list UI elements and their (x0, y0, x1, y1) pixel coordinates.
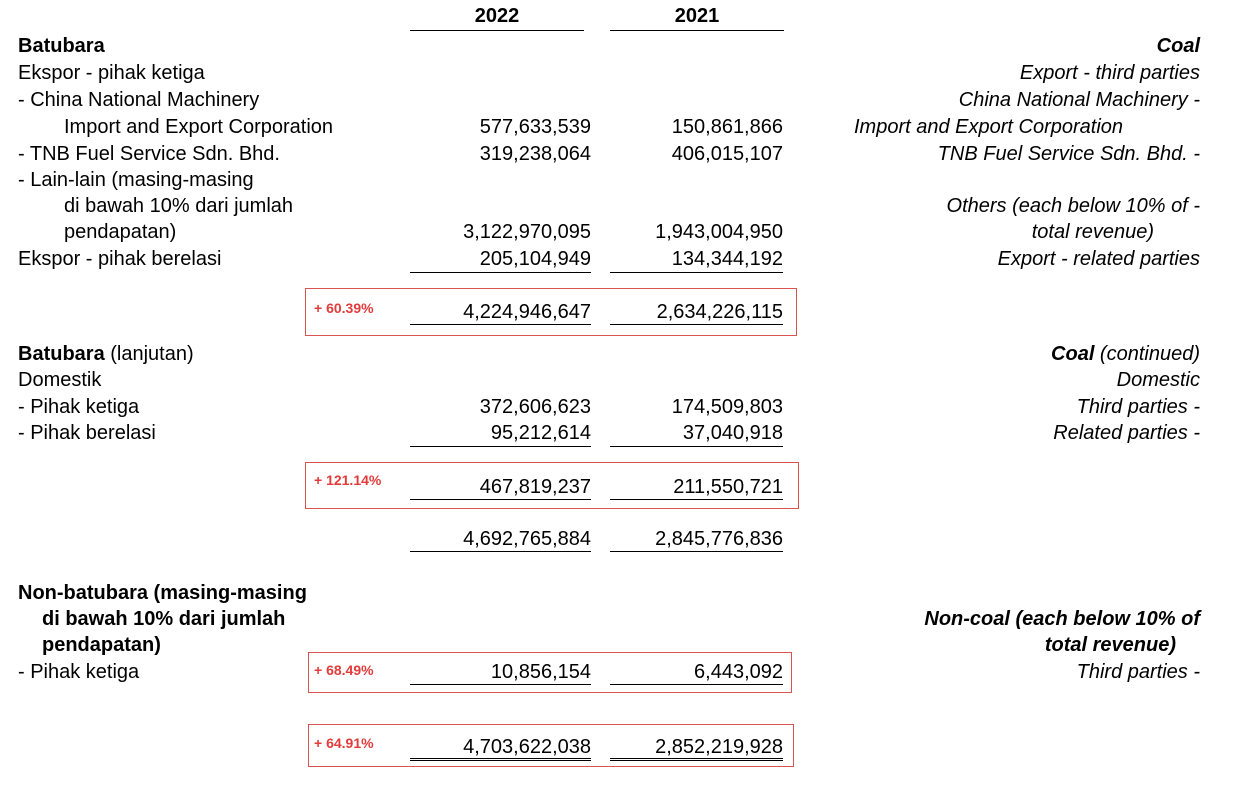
china-label-id-line2: Import and Export Corporation (64, 116, 334, 138)
non-coal-title-en-line1: Non-coal (each below 10% of (924, 608, 1200, 630)
coal-continued-title-en (1051, 342, 1200, 366)
export-subtotal-underline-2022 (410, 324, 591, 325)
export-related-value-2021: 134,344,192 (671, 248, 783, 270)
china-label-en-line2: Import and Export Corporation (854, 116, 1124, 138)
others-label-en-line2: total revenue) (1031, 221, 1154, 243)
coal-title-en: Coal (1156, 35, 1200, 57)
export-subtotal-2021: 2,634,226,115 (656, 301, 783, 323)
others-label-id-line2: di bawah 10% dari jumlah (64, 195, 294, 217)
others-label-id-line1: - Lain-lain (masing-masing (18, 169, 254, 191)
export-related-underline-2022 (410, 272, 591, 273)
tnb-label-en: TNB Fuel Service Sdn. Bhd. - (937, 143, 1200, 165)
domestic-third-label-en: Third parties - (1076, 396, 1200, 418)
non-coal-third-value-2021: 6,443,092 (694, 661, 783, 683)
domestic-related-label-id: - Pihak berelasi (18, 422, 156, 444)
domestic-subtotal-2022: 467,819,237 (479, 476, 591, 498)
grand-total-2021: 2,852,219,928 (655, 736, 783, 758)
export-growth-percent: + 60.39% (314, 300, 374, 316)
grand-total-growth-percent: + 64.91% (314, 735, 374, 751)
grand-total-double-underline-2022 (410, 758, 591, 761)
domestic-label-en: Domestic (1116, 369, 1200, 391)
domestic-third-label-id: - Pihak ketiga (18, 396, 140, 418)
domestic-third-value-2022: 372,606,623 (479, 396, 591, 418)
domestic-subtotal-underline-2021 (610, 499, 783, 500)
china-label-en-line1: China National Machinery - (958, 89, 1200, 111)
export-third-label-id: Ekspor - pihak ketiga (18, 62, 205, 84)
coal-total-2022: 4,692,765,884 (463, 528, 591, 550)
grand-total-double-underline-2021 (610, 758, 783, 761)
domestic-related-label-en: Related parties - (1053, 422, 1200, 444)
header-year-2021: 2021 (674, 5, 720, 27)
non-coal-title-id-line2: di bawah 10% dari jumlah (42, 608, 286, 630)
coal-continued-title-en-rest: (continued) (1094, 343, 1200, 365)
export-related-value-2022: 205,104,949 (479, 248, 591, 270)
domestic-related-underline-2021 (610, 446, 783, 447)
header-underline-2022 (410, 30, 584, 31)
export-related-label-en: Export - related parties (997, 248, 1200, 270)
domestic-third-value-2021: 174,509,803 (671, 396, 783, 418)
non-coal-growth-percent: + 68.49% (314, 662, 374, 678)
export-third-label-en: Export - third parties (1019, 62, 1200, 84)
non-coal-third-value-2022: 10,856,154 (490, 661, 591, 683)
non-coal-title-id-line1: Non-batubara (masing-masing (18, 582, 307, 604)
export-related-underline-2021 (610, 272, 783, 273)
tnb-value-2022: 319,238,064 (479, 143, 591, 165)
tnb-label-id: - TNB Fuel Service Sdn. Bhd. (18, 143, 280, 165)
export-subtotal-underline-2021 (610, 324, 783, 325)
coal-total-underline-2021 (610, 551, 783, 552)
coal-continued-title-id (18, 342, 194, 366)
coal-total-2021: 2,845,776,836 (655, 528, 783, 550)
others-label-en-line1: Others (each below 10% of - (946, 195, 1200, 217)
domestic-related-underline-2022 (410, 446, 591, 447)
grand-total-2022: 4,703,622,038 (463, 736, 591, 758)
coal-total-underline-2022 (410, 551, 591, 552)
export-subtotal-2022: 4,224,946,647 (463, 301, 591, 323)
domestic-subtotal-underline-2022 (410, 499, 591, 500)
non-coal-underline-2022 (410, 684, 591, 685)
china-label-id-line1: - China National Machinery (18, 89, 260, 111)
domestic-related-value-2022: 95,212,614 (490, 422, 591, 444)
tnb-value-2021: 406,015,107 (671, 143, 783, 165)
china-value-2021: 150,861,866 (671, 116, 783, 138)
coal-continued-title-id-bold: Batubara (18, 343, 105, 365)
header-year-2022: 2022 (474, 5, 520, 27)
non-coal-title-en-line2: total revenue) (1044, 634, 1176, 656)
domestic-subtotal-2021: 211,550,721 (673, 476, 783, 498)
non-coal-third-label-en: Third parties - (1076, 661, 1200, 683)
others-value-2022: 3,122,970,095 (463, 221, 591, 243)
export-related-label-id: Ekspor - pihak berelasi (18, 248, 222, 270)
coal-title-id: Batubara (18, 35, 105, 57)
china-value-2022: 577,633,539 (479, 116, 591, 138)
non-coal-underline-2021 (610, 684, 783, 685)
non-coal-third-label-id: - Pihak ketiga (18, 661, 140, 683)
coal-continued-title-id-rest: (lanjutan) (104, 343, 194, 365)
domestic-related-value-2021: 37,040,918 (682, 422, 783, 444)
coal-continued-title-en-bold: Coal (1051, 343, 1095, 365)
others-value-2021: 1,943,004,950 (655, 221, 783, 243)
domestic-growth-percent: + 121.14% (314, 472, 382, 488)
others-label-id-line3: pendapatan) (64, 221, 177, 243)
header-underline-2021 (610, 30, 784, 31)
domestic-label-id: Domestik (18, 369, 102, 391)
non-coal-title-id-line3: pendapatan) (42, 634, 161, 656)
